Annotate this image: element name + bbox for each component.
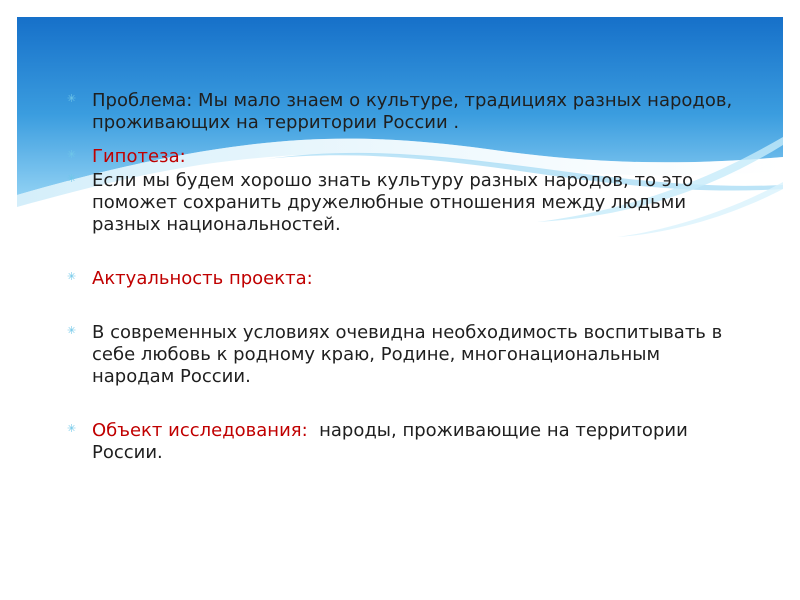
relevance-heading: Актуальность проекта: [92, 268, 313, 289]
list-item-research-object [67, 420, 747, 464]
hypothesis-text: Если мы будем хорошо знать культуру разных народов, то это поможет сохранить дружелюбные отношения между людьми разных национальностей. [92, 170, 694, 235]
problem-text: Проблема: Мы мало знаем о культуре, традициях разных народов, проживающих на территории России . [92, 90, 733, 133]
list-item-relevance [67, 322, 747, 388]
list-item-hypothesis [67, 170, 747, 236]
asterisk-bullet-icon: ✳ [67, 270, 77, 283]
bullet-list [67, 90, 747, 464]
asterisk-bullet-icon: ✳ [67, 422, 77, 435]
asterisk-bullet-icon: ✳ [67, 172, 77, 185]
relevance-text: В современных условиях очевидна необходимость воспитывать в себе любовь к родному краю, Родине, многонациональным народам России. [92, 322, 723, 387]
list-item-relevance-heading [67, 268, 747, 290]
asterisk-bullet-icon: ✳ [67, 92, 77, 105]
research-object-label: Объект исследования: [92, 420, 308, 441]
asterisk-bullet-icon: ✳ [67, 148, 77, 161]
slide [17, 17, 783, 584]
research-object-text: народы, проживающие на территории России. [92, 420, 694, 463]
asterisk-bullet-icon: ✳ [67, 324, 77, 337]
list-item-hypothesis-heading [67, 146, 747, 168]
list-item-problem [67, 90, 747, 134]
hypothesis-heading: Гипотеза: [92, 146, 186, 167]
